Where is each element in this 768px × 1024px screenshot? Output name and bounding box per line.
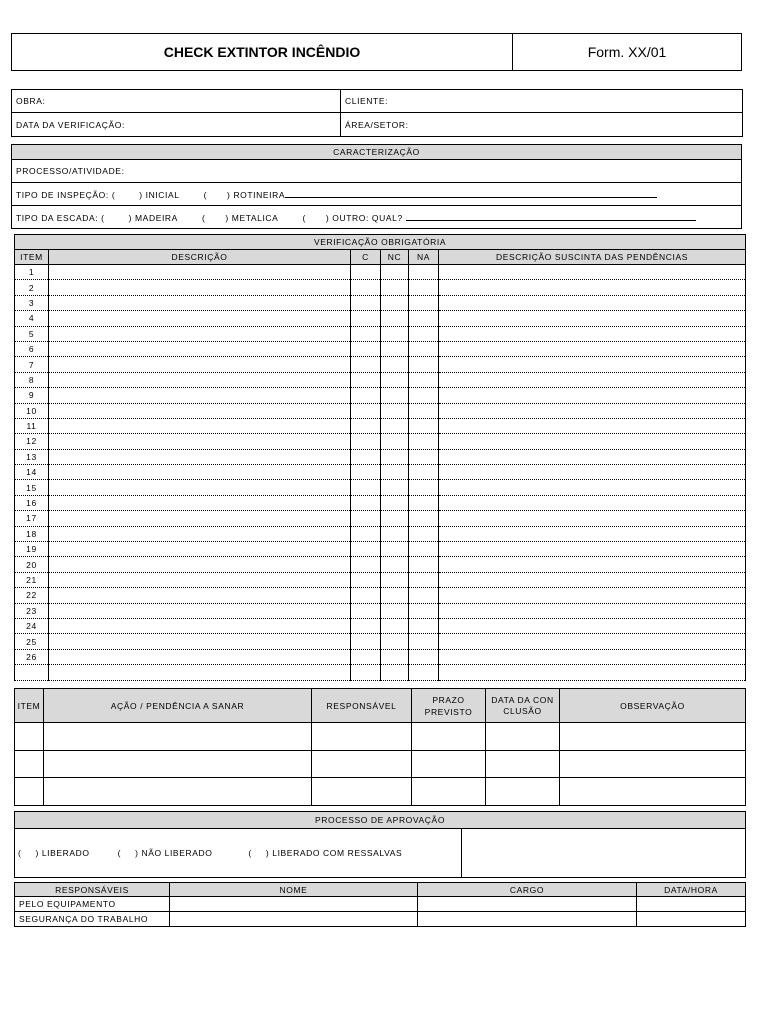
acoes-col-data-conclusao: DATA DA CONCLUSÃO: [486, 689, 560, 723]
acoes-col-item: ITEM: [15, 689, 44, 723]
item-descricao-cell[interactable]: [49, 572, 351, 587]
item-nc-cell[interactable]: [381, 465, 409, 480]
table-row: [15, 897, 746, 912]
item-nc-cell[interactable]: [381, 526, 409, 541]
item-na-cell[interactable]: [409, 649, 439, 664]
item-c-cell[interactable]: [351, 311, 381, 326]
acao-cell[interactable]: [44, 778, 312, 806]
caracterizacao-table: [11, 144, 742, 229]
table-row: [15, 372, 746, 387]
item-number: 3: [15, 295, 49, 310]
processo-field[interactable]: PROCESSO/ATIVIDADE:: [12, 160, 742, 183]
item-nc-cell[interactable]: [381, 511, 409, 526]
item-c-cell[interactable]: [351, 634, 381, 649]
table-row: [15, 326, 746, 341]
item-na-cell[interactable]: [409, 495, 439, 510]
item-number: 26: [15, 649, 49, 664]
acao-cell[interactable]: [560, 778, 746, 806]
item-nc-cell[interactable]: [381, 649, 409, 664]
item-descricao-cell[interactable]: [49, 280, 351, 295]
item-descricao-cell[interactable]: [49, 465, 351, 480]
item-c-cell[interactable]: [351, 618, 381, 633]
acao-cell[interactable]: [312, 723, 412, 751]
item-c-cell[interactable]: [351, 511, 381, 526]
item-number: 23: [15, 603, 49, 618]
aprovacao-paren-2: (: [117, 848, 122, 858]
item-c-cell[interactable]: [351, 495, 381, 510]
item-pendencia-cell[interactable]: [439, 311, 746, 326]
tipo-escada-outro-option[interactable]: ) OUTRO: QUAL?: [325, 212, 403, 223]
caracterizacao-title: CARACTERIZAÇÃO: [12, 145, 742, 160]
acao-cell[interactable]: [412, 751, 486, 778]
liberado-option[interactable]: ) LIBERADO: [35, 848, 90, 858]
item-number: 12: [15, 434, 49, 449]
item-c-cell[interactable]: [351, 388, 381, 403]
item-number: 6: [15, 341, 49, 356]
table-row: [15, 572, 746, 587]
aprovacao-title: PROCESSO DE APROVAÇÃO: [15, 812, 746, 829]
table-row: [15, 912, 746, 927]
aprovacao-table: [14, 811, 746, 878]
item-c-cell[interactable]: [351, 603, 381, 618]
acoes-col-responsavel: RESPONSÁVEL: [312, 689, 412, 723]
item-number: 10: [15, 403, 49, 418]
item-pendencia-cell[interactable]: [439, 526, 746, 541]
item-number: 16: [15, 495, 49, 510]
item-descricao-cell[interactable]: [49, 634, 351, 649]
col-nc: NC: [381, 250, 409, 265]
tipo-escada-label: TIPO DA ESCADA: (: [16, 212, 105, 223]
item-descricao-cell[interactable]: [49, 357, 351, 372]
resp-cell[interactable]: [637, 912, 746, 927]
item-pendencia-cell[interactable]: [439, 403, 746, 418]
item-c-cell[interactable]: [351, 572, 381, 587]
item-na-cell[interactable]: [409, 280, 439, 295]
item-number: 15: [15, 480, 49, 495]
table-row: [15, 634, 746, 649]
item-na-cell[interactable]: [409, 372, 439, 387]
item-nc-cell[interactable]: [381, 572, 409, 587]
item-c-cell[interactable]: [351, 341, 381, 356]
tipo-inspecao-rotineira-option[interactable]: ) ROTINEIRA: [227, 189, 286, 200]
item-c-cell[interactable]: [351, 526, 381, 541]
item-c-cell[interactable]: [351, 280, 381, 295]
acao-cell[interactable]: [312, 778, 412, 806]
table-row: [15, 418, 746, 433]
resp-cell[interactable]: [418, 897, 637, 912]
item-pendencia-cell[interactable]: [439, 372, 746, 387]
item-na-cell[interactable]: [409, 572, 439, 587]
acoes-col-observacao: OBSERVAÇÃO: [560, 689, 746, 723]
item-nc-cell[interactable]: [381, 665, 409, 680]
item-nc-cell[interactable]: [381, 588, 409, 603]
responsaveis-table: [14, 882, 746, 927]
item-pendencia-cell[interactable]: [439, 434, 746, 449]
item-descricao-cell[interactable]: [49, 403, 351, 418]
form-title: CHECK EXTINTOR INCÊNDIO: [12, 34, 513, 70]
item-nc-cell[interactable]: [381, 388, 409, 403]
item-nc-cell[interactable]: [381, 480, 409, 495]
item-na-cell[interactable]: [409, 449, 439, 464]
item-nc-cell[interactable]: [381, 341, 409, 356]
item-nc-cell[interactable]: [381, 449, 409, 464]
item-c-cell[interactable]: [351, 326, 381, 341]
item-na-cell[interactable]: [409, 418, 439, 433]
item-nc-cell[interactable]: [381, 557, 409, 572]
item-pendencia-cell[interactable]: [439, 480, 746, 495]
table-row: [15, 480, 746, 495]
item-descricao-cell[interactable]: [49, 511, 351, 526]
item-descricao-cell[interactable]: [49, 311, 351, 326]
form-header: [11, 33, 742, 71]
table-row: [15, 449, 746, 464]
item-na-cell[interactable]: [409, 511, 439, 526]
tipo-escada-paren-2: (: [302, 212, 306, 223]
acao-cell[interactable]: [560, 723, 746, 751]
resp-col-cargo: CARGO: [418, 883, 637, 897]
table-row: [15, 511, 746, 526]
item-c-cell[interactable]: [351, 449, 381, 464]
item-c-cell[interactable]: [351, 649, 381, 664]
table-row: [15, 778, 746, 806]
item-na-cell[interactable]: [409, 403, 439, 418]
item-descricao-cell[interactable]: [49, 265, 351, 280]
item-number: 4: [15, 311, 49, 326]
col-na: NA: [409, 250, 439, 265]
item-c-cell[interactable]: [351, 480, 381, 495]
resp-cell[interactable]: [170, 897, 418, 912]
acao-cell[interactable]: [44, 751, 312, 778]
item-descricao-cell[interactable]: [49, 388, 351, 403]
item-descricao-cell[interactable]: [49, 326, 351, 341]
item-descricao-cell[interactable]: [49, 588, 351, 603]
resp-cell[interactable]: [637, 897, 746, 912]
item-na-cell[interactable]: [409, 588, 439, 603]
item-descricao-cell[interactable]: [49, 341, 351, 356]
aprovacao-paren-3: (: [248, 848, 252, 858]
tipo-escada-madeira-option[interactable]: ) MADEIRA: [128, 212, 178, 223]
item-c-cell[interactable]: [351, 372, 381, 387]
item-na-cell[interactable]: [409, 665, 439, 680]
table-row: [15, 557, 746, 572]
item-number: 11: [15, 418, 49, 433]
item-descricao-cell[interactable]: [49, 665, 351, 680]
item-pendencia-cell[interactable]: [439, 495, 746, 510]
area-setor-field[interactable]: ÁREA/SETOR:: [341, 113, 743, 137]
item-nc-cell[interactable]: [381, 495, 409, 510]
item-pendencia-cell[interactable]: [439, 341, 746, 356]
item-na-cell[interactable]: [409, 557, 439, 572]
item-nc-cell[interactable]: [381, 311, 409, 326]
acao-cell[interactable]: [560, 751, 746, 778]
tipo-inspecao-paren: (: [203, 189, 208, 200]
item-descricao-cell[interactable]: [49, 649, 351, 664]
table-row: [15, 723, 746, 751]
item-na-cell[interactable]: [409, 618, 439, 633]
item-c-cell[interactable]: [351, 434, 381, 449]
item-number: 2: [15, 280, 49, 295]
liberado-ressalvas-option[interactable]: ) LIBERADO COM RESSALVAS: [265, 848, 403, 858]
item-descricao-cell[interactable]: [49, 603, 351, 618]
acoes-table: [14, 688, 746, 806]
tipo-inspecao-inicial-option[interactable]: ) INICIAL: [139, 189, 180, 200]
table-row: [15, 341, 746, 356]
tipo-inspecao-label: TIPO DE INSPEÇÃO: (: [16, 189, 116, 200]
item-nc-cell[interactable]: [381, 357, 409, 372]
item-c-cell[interactable]: [351, 418, 381, 433]
data-verificacao-field[interactable]: DATA DA VERIFICAÇÃO:: [12, 113, 341, 137]
item-descricao-cell[interactable]: [49, 495, 351, 510]
tipo-inspecao-row[interactable]: [12, 183, 742, 206]
verificacao-table: [14, 234, 746, 681]
item-pendencia-cell[interactable]: [439, 465, 746, 480]
item-pendencia-cell[interactable]: [439, 265, 746, 280]
table-row: [15, 603, 746, 618]
item-na-cell[interactable]: [409, 542, 439, 557]
table-row: [15, 495, 746, 510]
acao-cell[interactable]: [312, 751, 412, 778]
item-pendencia-cell[interactable]: [439, 618, 746, 633]
item-nc-cell[interactable]: [381, 280, 409, 295]
item-pendencia-cell[interactable]: [439, 511, 746, 526]
table-row: [15, 665, 746, 680]
verificacao-title: VERIFICAÇÃO OBRIGATÓRIA: [15, 235, 746, 250]
table-row: [15, 295, 746, 310]
item-number: 17: [15, 511, 49, 526]
tipo-escada-paren-1: (: [201, 212, 206, 223]
tipo-escada-row[interactable]: [12, 206, 742, 229]
cliente-field[interactable]: CLIENTE:: [341, 90, 743, 113]
table-row: [15, 280, 746, 295]
item-pendencia-cell[interactable]: [439, 326, 746, 341]
table-row: [15, 434, 746, 449]
aprovacao-options: [15, 829, 462, 878]
outro-fill-line: [406, 212, 696, 221]
acao-cell[interactable]: [15, 778, 44, 806]
acoes-col-prazo: PRAZO PREVISTO: [412, 689, 486, 723]
item-number: 8: [15, 372, 49, 387]
item-number: 18: [15, 526, 49, 541]
item-pendencia-cell[interactable]: [439, 588, 746, 603]
item-descricao-cell[interactable]: [49, 618, 351, 633]
item-number: 14: [15, 465, 49, 480]
item-nc-cell[interactable]: [381, 434, 409, 449]
resp-col-data-hora: DATA/HORA: [637, 883, 746, 897]
item-pendencia-cell[interactable]: [439, 295, 746, 310]
resp-equipamento-label: PELO EQUIPAMENTO: [15, 897, 170, 912]
col-descricao: DESCRIÇÃO: [49, 250, 351, 265]
item-na-cell[interactable]: [409, 311, 439, 326]
item-pendencia-cell[interactable]: [439, 357, 746, 372]
item-c-cell[interactable]: [351, 665, 381, 680]
item-descricao-cell[interactable]: [49, 372, 351, 387]
acao-cell[interactable]: [412, 778, 486, 806]
resp-cell[interactable]: [418, 912, 637, 927]
acao-cell[interactable]: [486, 723, 560, 751]
table-row: [15, 618, 746, 633]
item-descricao-cell[interactable]: [49, 434, 351, 449]
nao-liberado-option[interactable]: ) NÃO LIBERADO: [135, 848, 213, 858]
resp-seguranca-label: SEGURANÇA DO TRABALHO: [15, 912, 170, 927]
resp-cell[interactable]: [170, 912, 418, 927]
acoes-col-acao: AÇÃO / PENDÊNCIA A SANAR: [44, 689, 312, 723]
item-number: 20: [15, 557, 49, 572]
acao-cell[interactable]: [15, 751, 44, 778]
acao-cell[interactable]: [412, 723, 486, 751]
item-nc-cell[interactable]: [381, 372, 409, 387]
acao-cell[interactable]: [15, 723, 44, 751]
item-pendencia-cell[interactable]: [439, 388, 746, 403]
item-na-cell[interactable]: [409, 295, 439, 310]
item-nc-cell[interactable]: [381, 603, 409, 618]
item-na-cell[interactable]: [409, 388, 439, 403]
item-number: 9: [15, 388, 49, 403]
col-item: ITEM: [15, 250, 49, 265]
item-na-cell[interactable]: [409, 465, 439, 480]
item-descricao-cell[interactable]: [49, 295, 351, 310]
rotineira-fill-line: [285, 189, 657, 198]
item-descricao-cell[interactable]: [49, 542, 351, 557]
item-na-cell[interactable]: [409, 434, 439, 449]
item-na-cell[interactable]: [409, 634, 439, 649]
item-pendencia-cell[interactable]: [439, 665, 746, 680]
resp-col-responsaveis: RESPONSÁVEIS: [15, 883, 170, 897]
item-na-cell[interactable]: [409, 265, 439, 280]
item-na-cell[interactable]: [409, 480, 439, 495]
table-row: [15, 526, 746, 541]
item-c-cell[interactable]: [351, 295, 381, 310]
item-number: 25: [15, 634, 49, 649]
item-pendencia-cell[interactable]: [439, 542, 746, 557]
table-row: [15, 311, 746, 326]
item-pendencia-cell[interactable]: [439, 280, 746, 295]
item-pendencia-cell[interactable]: [439, 634, 746, 649]
item-descricao-cell[interactable]: [49, 526, 351, 541]
item-c-cell[interactable]: [351, 357, 381, 372]
item-descricao-cell[interactable]: [49, 557, 351, 572]
table-row: [15, 465, 746, 480]
item-pendencia-cell[interactable]: [439, 557, 746, 572]
item-nc-cell[interactable]: [381, 418, 409, 433]
item-pendencia-cell[interactable]: [439, 418, 746, 433]
item-nc-cell[interactable]: [381, 326, 409, 341]
col-c: C: [351, 250, 381, 265]
item-nc-cell[interactable]: [381, 542, 409, 557]
item-c-cell[interactable]: [351, 265, 381, 280]
item-na-cell[interactable]: [409, 357, 439, 372]
item-na-cell[interactable]: [409, 526, 439, 541]
item-c-cell[interactable]: [351, 557, 381, 572]
table-row: [15, 357, 746, 372]
table-row: [15, 265, 746, 280]
item-nc-cell[interactable]: [381, 403, 409, 418]
acao-cell[interactable]: [486, 778, 560, 806]
item-descricao-cell[interactable]: [49, 449, 351, 464]
item-c-cell[interactable]: [351, 465, 381, 480]
item-na-cell[interactable]: [409, 603, 439, 618]
item-c-cell[interactable]: [351, 542, 381, 557]
item-pendencia-cell[interactable]: [439, 649, 746, 664]
item-number: [15, 665, 49, 680]
item-na-cell[interactable]: [409, 326, 439, 341]
item-number: 1: [15, 265, 49, 280]
table-row: [15, 388, 746, 403]
item-number: 13: [15, 449, 49, 464]
item-pendencia-cell[interactable]: [439, 603, 746, 618]
item-number: 22: [15, 588, 49, 603]
item-descricao-cell[interactable]: [49, 480, 351, 495]
col-pendencias: DESCRIÇÃO SUSCINTA DAS PENDÊNCIAS: [439, 250, 746, 265]
table-row: [15, 588, 746, 603]
item-number: 19: [15, 542, 49, 557]
table-row: [15, 542, 746, 557]
item-number: 5: [15, 326, 49, 341]
aprovacao-notes-cell[interactable]: [462, 829, 746, 878]
item-nc-cell[interactable]: [381, 265, 409, 280]
table-row: [15, 751, 746, 778]
item-nc-cell[interactable]: [381, 618, 409, 633]
item-nc-cell[interactable]: [381, 295, 409, 310]
acao-cell[interactable]: [44, 723, 312, 751]
item-number: 21: [15, 572, 49, 587]
table-row: [15, 649, 746, 664]
tipo-escada-metalica-option[interactable]: ) METALICA: [225, 212, 279, 223]
info-table: [11, 89, 743, 137]
item-c-cell[interactable]: [351, 403, 381, 418]
table-row: [15, 403, 746, 418]
obra-field[interactable]: OBRA:: [12, 90, 341, 113]
resp-col-nome: NOME: [170, 883, 418, 897]
item-c-cell[interactable]: [351, 588, 381, 603]
aprovacao-paren-1: (: [18, 848, 22, 858]
item-pendencia-cell[interactable]: [439, 449, 746, 464]
item-descricao-cell[interactable]: [49, 418, 351, 433]
item-number: 24: [15, 618, 49, 633]
form-code: Form. XX/01: [587, 44, 667, 60]
item-nc-cell[interactable]: [381, 634, 409, 649]
item-pendencia-cell[interactable]: [439, 572, 746, 587]
acao-cell[interactable]: [486, 751, 560, 778]
item-na-cell[interactable]: [409, 341, 439, 356]
item-number: 7: [15, 357, 49, 372]
